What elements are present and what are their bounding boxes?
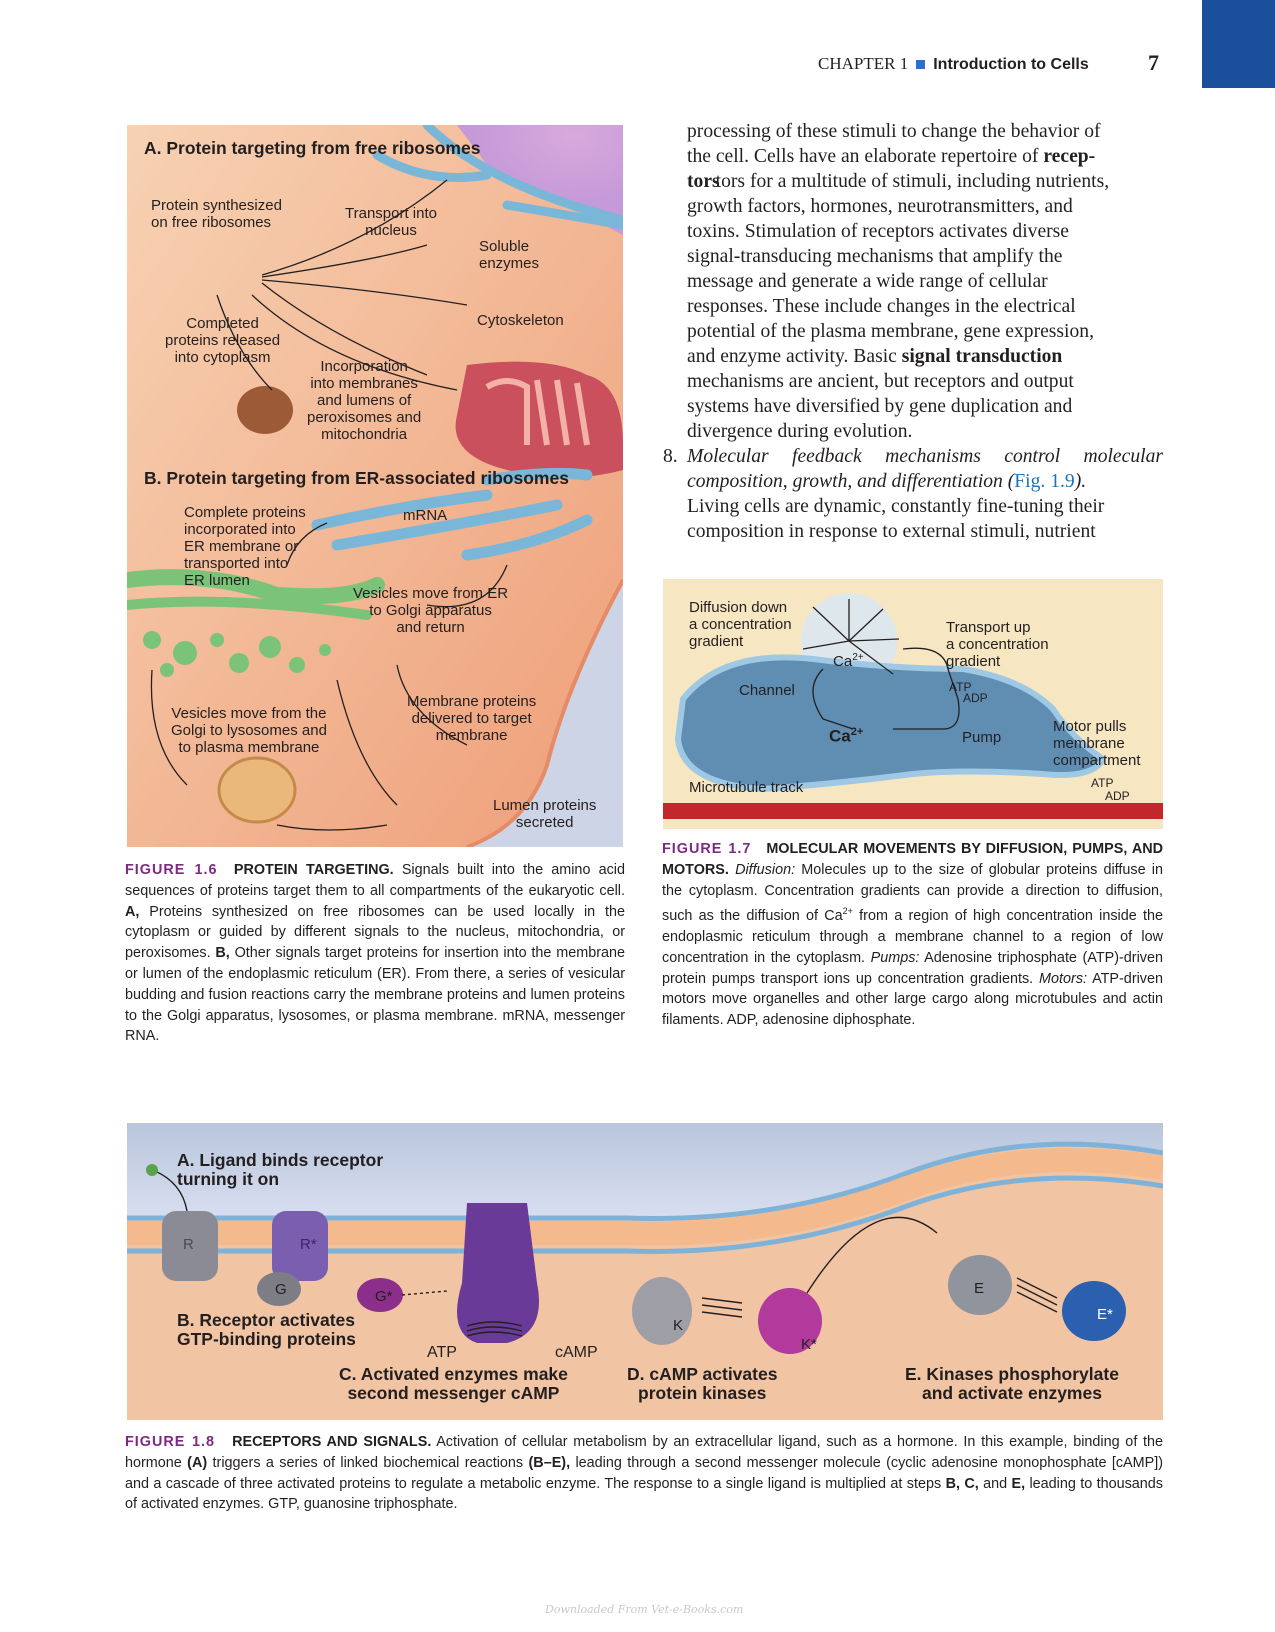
figure-1-8	[127, 1123, 1163, 1420]
fig18-label-atp: ATP	[427, 1344, 457, 1361]
fig16-label-cytoskeleton: Cytoskeleton	[477, 312, 564, 329]
fig17-label-ca-top: $Ca^{2+}$	[833, 652, 864, 670]
body-line: processing of these stimuli to change the behavior of	[687, 121, 1101, 142]
fig17-label-diffusion: Diffusion down a concentration gradient	[689, 599, 792, 650]
fig17-label-adp: ADP	[963, 691, 988, 705]
chapter-label: CHAPTER 1	[818, 54, 909, 73]
fig17-label-pump: Pump	[962, 729, 1002, 746]
body-line: torstors for a multitude of stimuli, including nutrients,	[687, 171, 1110, 192]
fig18-mol-g: G	[275, 1281, 287, 1298]
fig16-label-transport-nucleus: Transport into nucleus	[345, 205, 437, 239]
figure-1-6-caption: FIGURE 1.6 PROTEIN TARGETING. Signals built into the amino acid sequences of proteins target them to all compartments of the eukaryotic cell. A, Proteins synthesized on free ribosomes can be used locally in the cytoplasm or guided by different signals to the nucleus, mitochondria, or peroxisomes. B, Other signals target proteins for insertion into the membrane or lumen of the endoplasmic reticulum (ER). From there, a series of vesicular budding and fusion reactions carry the membrane proteins and lumen proteins to the Golgi apparatus, lysosomes, or plasma membrane. mRNA, messenger RNA.	[125, 862, 626, 1045]
body-line: systems have diversified by gene duplication and	[687, 396, 1073, 417]
peroxisome-icon	[237, 386, 293, 434]
fig16-panel-b-title: B. Protein targeting from ER-associated ribosomes	[144, 468, 569, 488]
page-number: 7	[1148, 50, 1159, 75]
fig16-label-vesicles-golgi: Vesicles move from the Golgi to lysosomes and to plasma membrane	[171, 705, 327, 756]
fig16-label-mrna: mRNA	[403, 507, 448, 524]
figure-1-7-caption: FIGURE 1.7 MOLECULAR MOVEMENTS BY DIFFUSION, PUMPS, AND MOTORS. Diffusion: Molecules up to the size of globular proteins diffuse in the cytoplasm. Concentration gradients can provide a direction to diffusion, such as the diffusion of $Ca^{2+}$ from a region of high concentration inside the endoplasmic reticulum through a membrane channel to a region of low concentration in the cytoplasm. Pumps: Adenosine triphosphate (ATP)-driven protein pumps transport ions up concentration gradients. Motors: ATP-driven motors move organelles and other large cargo along microtubules and actin filaments. ADP, adenosine diphosphate.	[662, 841, 1164, 1029]
ligand-icon	[146, 1164, 158, 1176]
fig18-mol-k: K	[673, 1317, 684, 1334]
list-heading: Molecular feedback mechanisms control molecular composition, growth, and differentiation (Fig. 1.9).	[687, 446, 1163, 492]
body-line: mechanisms are ancient, but receptors and output	[687, 371, 1074, 392]
fig18-label-a: A. Ligand binds receptor turning it on	[177, 1150, 384, 1189]
fig17-label-transport-up: Transport up a concentration gradient	[946, 619, 1049, 670]
download-watermark: Downloaded From Vet-e-Books.com	[545, 1603, 744, 1616]
body-line: signal-transducing mechanisms that amplify the	[687, 246, 1063, 267]
fig17-label-atp-2: ATP	[1091, 776, 1114, 790]
fig16-label-completed: Completed proteins released into cytoplasm	[165, 315, 281, 366]
fig18-label-c: C. Activated enzymes make second messenger cAMP	[339, 1364, 568, 1403]
fig18-label-camp: cAMP	[555, 1344, 598, 1361]
list-item-8	[663, 444, 1163, 544]
fig18-mol-g-star: G*	[375, 1288, 393, 1305]
fig17-label-channel: Channel	[739, 682, 795, 699]
fig18-label-b: B. Receptor activates GTP-binding proteins	[177, 1310, 356, 1349]
list-number: 8.	[663, 446, 678, 467]
fig18-mol-r: R	[183, 1236, 194, 1253]
header-square-icon	[916, 60, 925, 69]
running-header	[818, 54, 1089, 74]
chapter-tab	[1202, 0, 1275, 88]
fig16-label-vesicles-er: Vesicles move from ER to Golgi apparatus and return	[353, 585, 509, 636]
body-line: divergence during evolution.	[687, 421, 913, 442]
fig18-mol-e: E	[974, 1280, 985, 1297]
body-line: the cell. Cells have an elaborate repertoire of recep-	[687, 146, 1096, 167]
figure-1-6	[127, 125, 623, 847]
fig17-label-microtubule: Microtubule track	[689, 779, 804, 796]
fig17-label-atp: ATP	[949, 680, 972, 694]
figure-1-8-caption: FIGURE 1.8 RECEPTORS AND SIGNALS. Activation of cellular metabolism by an extracellular ligand, such as a hormone. In this example, binding of the hormone (A) triggers a series of linked biochemical reactions (B–E), leading through a second messenger molecule (cyclic adenosine monophosphate [cAMP]) and a cascade of three activated proteins to regulate a metabolic enzyme. The response to a single ligand is multiplied at steps B, C, and E, leading to thousands of activated enzymes. GTP, guanosine triphosphate.	[125, 1434, 1164, 1513]
body-text	[663, 119, 1163, 544]
bold-term: tors	[687, 171, 720, 192]
fig18-mol-e-star: E*	[1097, 1306, 1113, 1323]
fig18-label-e: E. Kinases phosphorylate and activate enzymes	[905, 1364, 1119, 1403]
fig18-mol-r-star: R*	[300, 1236, 317, 1253]
fig16-label-lumen-proteins: Lumen proteins secreted	[493, 797, 597, 831]
lysosome-icon	[219, 758, 295, 822]
bold-term: recep-	[1043, 146, 1096, 167]
figure-link[interactable]: Fig. 1.9	[1014, 471, 1075, 492]
body-line: toxins. Stimulation of receptors activates diverse	[687, 221, 1069, 242]
fig16-label-free-ribosomes: Protein synthesized on free ribosomes	[151, 197, 282, 231]
body-line: and enzyme activity. Basic signal transduction	[687, 346, 1063, 367]
fig17-label-adp-2: ADP	[1105, 789, 1130, 803]
body-line: growth factors, hormones, neurotransmitters, and	[687, 196, 1073, 217]
body-line: responses. These include changes in the electrical	[687, 296, 1076, 317]
body-line: composition in response to external stimuli, nutrient	[687, 521, 1096, 542]
fig16-label-membrane-proteins: Membrane proteins delivered to target membrane	[407, 693, 537, 744]
fig16-panel-a-title: A. Protein targeting from free ribosomes	[144, 138, 481, 158]
fig16-label-incorporation: Incorporation into membranes and lumens of peroxisomes and mitochondria	[307, 358, 422, 443]
fig18-mol-k-star: K*	[801, 1336, 817, 1353]
fig16-label-complete-proteins: Complete proteins incorporated into ER membrane or transported into ER lumen	[184, 504, 306, 589]
body-line: Living cells are dynamic, constantly fine-tuning their	[687, 496, 1105, 517]
section-title: Introduction to Cells	[933, 56, 1089, 73]
fig17-label-motor: Motor pulls membrane compartment	[1053, 718, 1141, 769]
fig17-label-ca-bottom: $Ca^{2+}$	[829, 726, 864, 746]
fig18-label-d: D. cAMP activates protein kinases	[627, 1364, 778, 1403]
bold-term: signal transduction	[901, 346, 1063, 367]
kinase-k-icon	[632, 1277, 692, 1345]
enzyme-e-star-icon	[1062, 1281, 1126, 1341]
body-line: potential of the plasma membrane, gene expression,	[687, 321, 1094, 342]
figure-1-7	[663, 579, 1163, 829]
fig16-label-soluble-enzymes: Soluble enzymes	[479, 238, 540, 272]
body-line: message and generate a wide range of cellular	[687, 271, 1048, 292]
